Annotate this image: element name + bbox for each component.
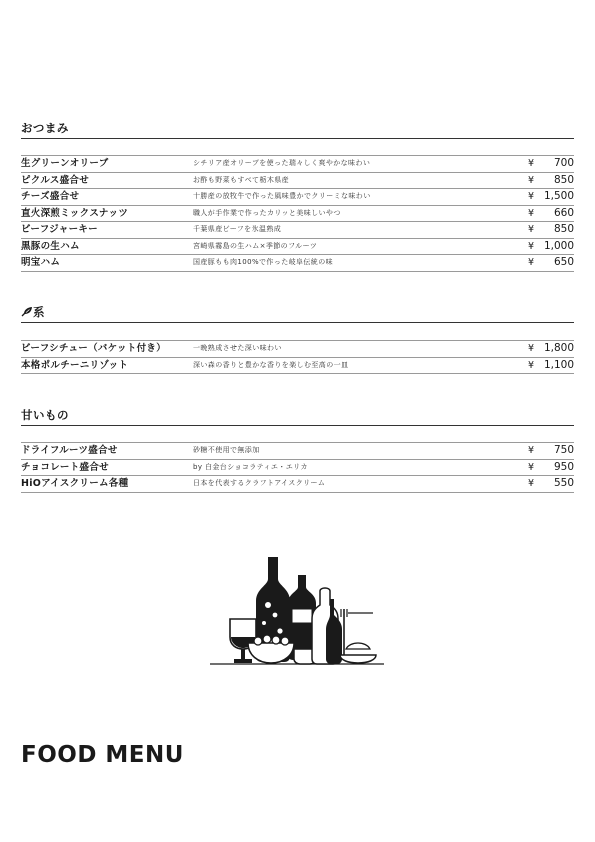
item-name: 黒豚の生ハム — [21, 240, 80, 252]
item-price: 850 — [553, 223, 574, 235]
menu-item — [21, 341, 574, 358]
menu-item — [21, 239, 574, 256]
leaf-icon — [21, 304, 33, 320]
item-price: 700 — [553, 157, 574, 169]
section-title-wrap — [21, 304, 574, 320]
yen-symbol: ¥ — [528, 207, 535, 219]
item-name: チョコレート盛合せ — [21, 461, 109, 473]
item-name: HiOアイスクリーム各種 — [21, 478, 129, 489]
section-otsumami — [21, 120, 574, 272]
yen-symbol: ¥ — [528, 478, 535, 489]
item-description: 国産豚もも肉100%で作った岐阜伝統の味 — [193, 258, 334, 266]
item-list — [21, 155, 574, 272]
footer-title: FOOD MENU — [21, 742, 184, 768]
item-list — [21, 442, 574, 493]
section-main-dishes — [21, 304, 574, 374]
section-divider — [21, 138, 574, 139]
item-price: 1,100 — [543, 358, 574, 371]
menu-item — [21, 222, 574, 239]
section-title: 系 — [33, 305, 45, 319]
item-name: ビーフシチュー（バケット付き） — [21, 343, 167, 354]
menu-item — [21, 189, 574, 206]
menu-item — [21, 173, 574, 190]
item-price: 660 — [553, 206, 574, 219]
item-description: 宮崎県霧島の生ハム×季節のフルーツ — [193, 241, 318, 250]
yen-symbol: ¥ — [528, 224, 535, 235]
item-name: 直火深煎ミックスナッツ — [21, 207, 129, 219]
item-description: 砂糖不使用で無添加 — [193, 446, 260, 454]
menu-item — [21, 358, 574, 375]
menu-item — [21, 443, 574, 460]
yen-symbol: ¥ — [528, 461, 535, 473]
item-price: 650 — [553, 256, 574, 268]
menu-item — [21, 156, 574, 173]
item-description: 深い森の香りと豊かな香りを楽しむ至高の一皿 — [193, 360, 349, 369]
section-divider — [21, 425, 574, 426]
item-price: 850 — [553, 173, 574, 186]
item-name: 生グリーンオリーブ — [21, 158, 109, 169]
item-name: ピクルス盛合せ — [21, 174, 90, 186]
section-title: おつまみ — [21, 121, 69, 135]
item-description: by 白金台ショコラティエ・エリカ — [193, 462, 308, 471]
item-description: 千葉県産ビーフを氷温熟成 — [193, 225, 282, 233]
item-price: 1,000 — [543, 239, 574, 252]
bottles-and-food-illustration — [208, 553, 386, 668]
item-description: シチリア産オリーブを使った瑞々しく爽やかな味わい — [193, 159, 371, 167]
menu-item — [21, 206, 574, 223]
yen-symbol: ¥ — [528, 158, 535, 169]
item-price: 750 — [553, 444, 574, 456]
item-name: ドライフルーツ盛合せ — [21, 445, 118, 456]
item-name: 明宝ハム — [21, 257, 61, 268]
section-divider — [21, 322, 574, 323]
yen-symbol: ¥ — [528, 240, 535, 252]
menu-item — [21, 255, 574, 272]
item-price: 1,800 — [543, 342, 574, 354]
item-description: 職人が手作業で作ったカリッと美味しいやつ — [193, 208, 341, 217]
item-price: 1,500 — [543, 190, 574, 202]
section-title: 甘いもの — [21, 408, 69, 422]
yen-symbol: ¥ — [528, 257, 535, 268]
item-price: 950 — [553, 460, 574, 473]
item-description: 日本を代表するクラフトアイスクリーム — [193, 479, 326, 487]
item-price: 550 — [553, 477, 574, 489]
section-sweets — [21, 407, 574, 493]
yen-symbol: ¥ — [528, 174, 535, 186]
yen-symbol: ¥ — [528, 191, 535, 202]
item-description: 一晩熟成させた深い味わい — [193, 344, 282, 352]
yen-symbol: ¥ — [528, 445, 535, 456]
item-description: お酢も野菜もすべて栃木県産 — [193, 175, 290, 184]
yen-symbol: ¥ — [528, 343, 535, 354]
item-list — [21, 340, 574, 374]
item-name: ビーフジャーキー — [21, 224, 98, 235]
item-name: チーズ盛合せ — [21, 191, 80, 202]
yen-symbol: ¥ — [528, 359, 535, 371]
item-description: 十勝産の放牧牛で作った風味豊かでクリーミな味わい — [193, 192, 371, 200]
item-name: 本格ポルチーニリゾット — [21, 359, 129, 371]
menu-item — [21, 476, 574, 493]
menu-item — [21, 460, 574, 477]
